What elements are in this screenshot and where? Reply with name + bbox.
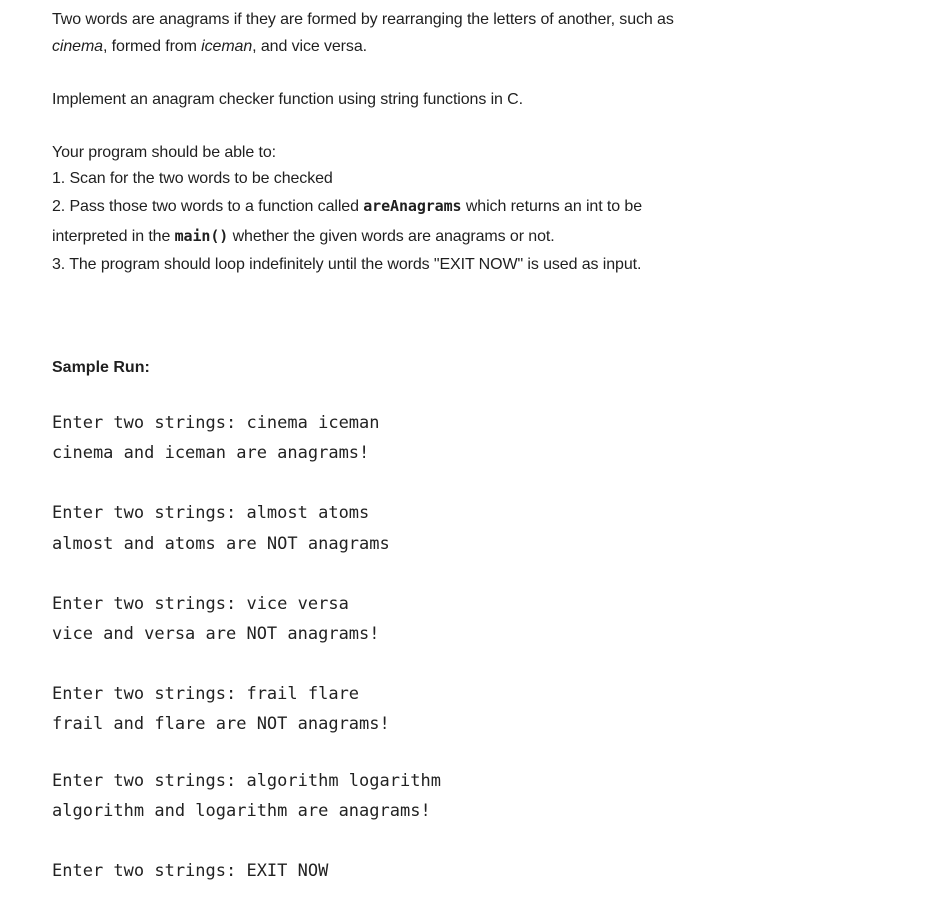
requirement-item-2b-post: whether the given words are anagrams or not. <box>228 228 555 245</box>
sample-run-heading: Sample Run: <box>52 359 150 376</box>
requirement-item-2-pre: 2. Pass those two words to a function called <box>52 198 364 215</box>
requirements-lead: Your program should be able to: <box>52 144 277 161</box>
requirement-item-3: 3. The program should loop indefinitely until the words "EXIT NOW" is used as input. <box>52 256 642 273</box>
intro-line-2-mid: , formed from <box>102 38 202 55</box>
word-iceman: iceman <box>201 38 253 55</box>
sample-result-3: vice and versa are NOT anagrams! <box>52 624 380 644</box>
requirement-item-2b-pre: interpreted in the <box>52 228 175 245</box>
intro-line-2 <box>52 34 367 60</box>
sample-result-2: almost and atoms are NOT anagrams <box>52 534 390 554</box>
sample-result-1: cinema and iceman are anagrams! <box>52 443 370 463</box>
sample-result-4: frail and flare are NOT anagrams! <box>52 714 390 734</box>
requirement-item-1: 1. Scan for the two words to be checked <box>52 170 333 187</box>
requirement-item-2-post: which returns an int to be <box>461 198 642 215</box>
sample-prompt-5: Enter two strings: algorithm logarithm <box>52 771 441 791</box>
sample-prompt-4: Enter two strings: frail flare <box>52 684 360 704</box>
sample-final-prompt: Enter two strings: EXIT NOW <box>52 861 329 881</box>
sample-result-5: algorithm and logarithm are anagrams! <box>52 801 431 821</box>
intro-line-1: Two words are anagrams if they are formed by rearranging the letters of another, such as <box>52 11 674 28</box>
function-name-main: main() <box>174 227 229 245</box>
sample-prompt-2: Enter two strings: almost atoms <box>52 503 370 523</box>
intro-line-2-end: , and vice versa. <box>252 38 367 55</box>
sample-prompt-3: Enter two strings: vice versa <box>52 594 349 614</box>
requirement-item-2 <box>52 193 642 220</box>
requirement-item-2-cont <box>52 223 555 250</box>
word-cinema: cinema <box>52 38 103 55</box>
task-statement: Implement an anagram checker function using string functions in C. <box>52 91 523 108</box>
sample-prompt-1: Enter two strings: cinema iceman <box>52 413 380 433</box>
function-name-areanagrams: areAnagrams <box>363 197 462 215</box>
